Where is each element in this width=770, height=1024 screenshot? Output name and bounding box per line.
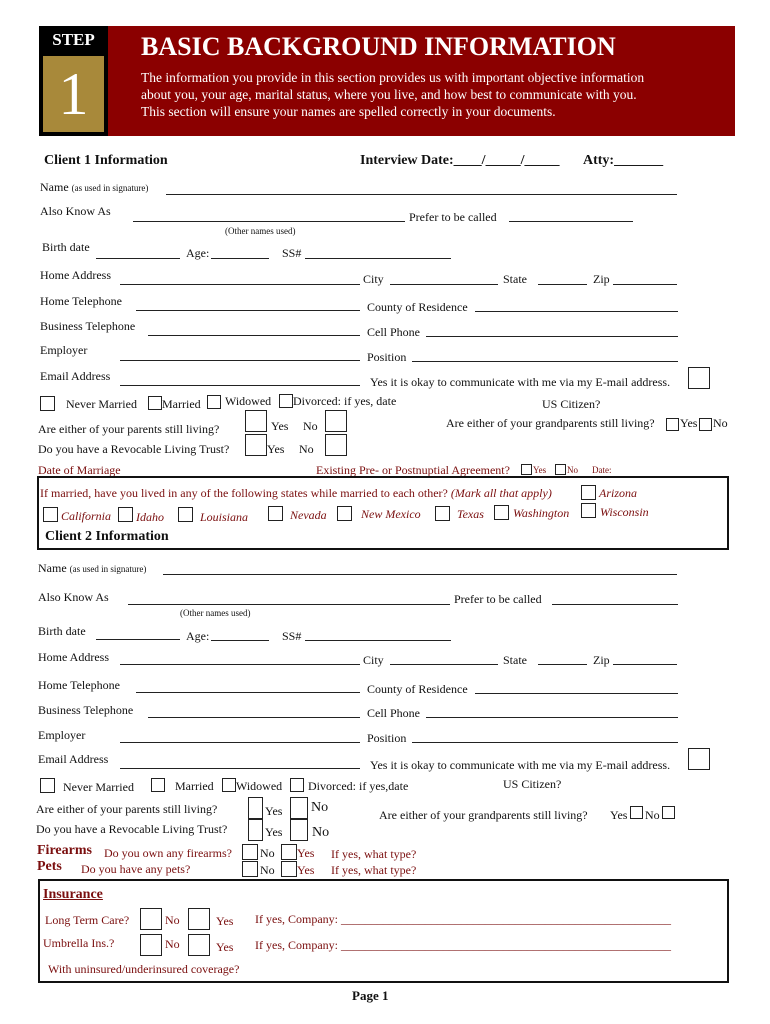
client2-divorced-label: Divorced: if yes,date — [308, 779, 409, 793]
step-badge — [39, 26, 108, 136]
firearms-yes-checkbox[interactable] — [281, 844, 297, 860]
insurance-title: Insurance — [43, 887, 103, 902]
client2-home-tel-label: Home Telephone — [38, 678, 120, 692]
client2-married-label: Married — [175, 779, 214, 793]
prenup-no-label: No — [567, 465, 578, 475]
firearms-followup: If yes, what type? — [331, 847, 417, 861]
client2-married-checkbox[interactable] — [151, 778, 165, 792]
client1-zip-label: Zip — [593, 272, 610, 286]
client1-widowed-label: Widowed — [225, 394, 272, 408]
umbrella-company-field[interactable]: If yes, Company: _______________________________________________________ — [255, 938, 671, 952]
intro-line-3: This section will ensure your names are spelled correctly in your documents. — [141, 104, 556, 119]
client2-zip-label: Zip — [593, 653, 610, 667]
client1-widowed-checkbox[interactable] — [207, 395, 221, 409]
client1-prefer-field[interactable] — [509, 221, 633, 222]
client2-city-label: City — [363, 653, 384, 667]
client1-position-label: Position — [367, 350, 407, 364]
state-arizona-label: Arizona — [599, 486, 638, 500]
client2-trust-no-checkbox[interactable] — [290, 819, 308, 841]
client1-age-field[interactable] — [211, 258, 269, 259]
client2-home-address-label: Home Address — [38, 650, 109, 664]
client2-widowed-checkbox[interactable] — [222, 778, 236, 792]
interview-date: Interview Date:____/_____/_____ — [360, 153, 560, 168]
pets-no-label: No — [260, 863, 275, 877]
ltc-no-checkbox[interactable] — [140, 908, 162, 930]
client2-title: Client 2 Information — [45, 529, 169, 544]
client1-parents-no-label: No — [303, 419, 318, 433]
state-arizona-checkbox[interactable] — [581, 485, 596, 500]
client1-married-label: Married — [162, 397, 201, 411]
state-nevada-label: Nevada — [290, 508, 327, 522]
coverage-label: With uninsured/underinsured coverage? — [48, 962, 240, 976]
client2-birth-label: Birth date — [38, 624, 86, 638]
client2-county-field[interactable] — [475, 693, 678, 694]
client2-never-married-checkbox[interactable] — [40, 778, 55, 793]
state-washington-label: Washington — [513, 506, 570, 520]
firearms-label: Firearms — [37, 843, 92, 858]
prenup-date-label: Date: — [592, 465, 612, 475]
client1-trust-no-checkbox[interactable] — [325, 434, 347, 456]
umbrella-yes-label: Yes — [216, 940, 234, 954]
states-question: If married, have you lived in any of the following states while married to each other? (Mark all that apply) — [40, 486, 552, 500]
client1-grandparents-no-label: No — [713, 416, 728, 430]
client1-trust-question: Do you have a Revocable Living Trust? — [38, 442, 230, 456]
prenup-yes-label: Yes — [533, 465, 547, 475]
client1-trust-yes-checkbox[interactable] — [245, 434, 267, 456]
client1-cell-label: Cell Phone — [367, 325, 420, 339]
client1-email-ok-label: Yes it is okay to communicate with me via my E-mail address. — [370, 375, 671, 389]
client1-grandparents-no-checkbox[interactable] — [699, 418, 712, 431]
client2-trust-question: Do you have a Revocable Living Trust? — [36, 822, 228, 836]
pets-yes-label: Yes — [297, 863, 315, 877]
client2-email-ok-checkbox[interactable] — [688, 748, 710, 770]
state-california-label: California — [61, 509, 112, 523]
client1-ss-field[interactable] — [305, 258, 451, 259]
client2-never-married-label: Never Married — [63, 780, 134, 794]
step-number-box — [43, 56, 104, 132]
client1-divorced-checkbox[interactable] — [279, 394, 293, 408]
state-texas-checkbox[interactable] — [435, 506, 450, 521]
client2-prefer-label: Prefer to be called — [454, 592, 542, 606]
client2-business-tel-label: Business Telephone — [38, 703, 134, 717]
client2-grandparents-no-checkbox[interactable] — [662, 806, 675, 819]
client1-parents-yes-checkbox[interactable] — [245, 410, 267, 432]
client2-parents-no-checkbox[interactable] — [290, 797, 308, 819]
client2-home-address-field[interactable] — [120, 664, 360, 665]
page-title: BASIC BACKGROUND INFORMATION — [141, 32, 616, 61]
client2-us-citizen-label: US Citizen? — [503, 777, 562, 791]
client1-position-field[interactable] — [412, 361, 678, 362]
client1-other-names-note: (Other names used) — [225, 226, 296, 236]
client1-never-married-label: Never Married — [66, 397, 137, 411]
ltc-yes-label: Yes — [216, 914, 234, 928]
state-new-mexico-checkbox[interactable] — [337, 506, 352, 521]
client2-name-field[interactable] — [163, 574, 677, 575]
client1-county-label: County of Residence — [367, 300, 468, 314]
client2-name-label: Name (as used in signature) — [38, 561, 147, 575]
state-new-mexico-label: New Mexico — [361, 507, 421, 521]
client1-home-tel-field[interactable] — [136, 310, 360, 311]
client1-trust-no-label: No — [299, 442, 314, 456]
client2-position-field[interactable] — [412, 742, 678, 743]
state-louisiana-label: Louisiana — [200, 510, 249, 524]
client1-birth-field[interactable] — [96, 258, 180, 259]
client2-grandparents-no-label: No — [645, 808, 660, 822]
state-california-checkbox[interactable] — [43, 507, 58, 522]
client1-age-label: Age: — [186, 246, 210, 260]
client1-city-field[interactable] — [390, 284, 498, 285]
client2-county-label: County of Residence — [367, 682, 468, 696]
client1-grandparents-yes-checkbox[interactable] — [666, 418, 679, 431]
client1-name-label: Name (as used in signature) — [40, 180, 149, 194]
client2-other-names-note: (Other names used) — [180, 608, 251, 618]
client2-cell-field[interactable] — [426, 717, 678, 718]
ltc-company-field[interactable]: If yes, Company: _______________________________________________________ — [255, 912, 671, 926]
client2-employer-label: Employer — [38, 728, 86, 742]
client2-cell-label: Cell Phone — [367, 706, 420, 720]
pets-label: Pets — [37, 859, 62, 874]
client2-age-field[interactable] — [211, 640, 269, 641]
step-label: STEP — [52, 30, 95, 49]
client1-cell-field[interactable] — [426, 336, 678, 337]
umbrella-no-label: No — [165, 937, 180, 951]
client2-home-tel-field[interactable] — [136, 692, 360, 693]
client1-divorced-label: Divorced: if yes, date — [293, 394, 397, 408]
client1-home-address-field[interactable] — [120, 284, 360, 285]
client2-ss-label: SS# — [282, 629, 302, 643]
client2-city-field[interactable] — [390, 664, 498, 665]
client1-email-field[interactable] — [120, 385, 360, 386]
client2-email-field[interactable] — [120, 768, 360, 769]
client1-parents-question: Are either of your parents still living? — [38, 422, 220, 436]
ltc-label: Long Term Care? — [45, 913, 130, 927]
ltc-no-label: No — [165, 913, 180, 927]
client2-zip-field[interactable] — [613, 664, 677, 665]
client1-us-citizen-label: US Citizen? — [542, 397, 601, 411]
prenup-yes-checkbox[interactable] — [521, 464, 532, 475]
client1-zip-field[interactable] — [613, 284, 677, 285]
client1-aka-label: Also Know As — [40, 204, 111, 218]
pets-question: Do you have any pets? — [81, 862, 191, 876]
page-number: Page 1 — [352, 988, 389, 1003]
client1-grandparents-yes-label: Yes — [680, 416, 698, 430]
client1-state-field[interactable] — [538, 284, 587, 285]
client2-parents-yes-label: Yes — [265, 804, 283, 818]
pets-no-checkbox[interactable] — [242, 861, 258, 877]
client2-ss-field[interactable] — [305, 640, 451, 641]
client1-ss-label: SS# — [282, 246, 302, 260]
client1-never-married-checkbox[interactable] — [40, 396, 55, 411]
pets-yes-checkbox[interactable] — [281, 861, 297, 877]
client1-birth-label: Birth date — [42, 240, 90, 254]
pets-followup: If yes, what type? — [331, 863, 417, 877]
client1-prefer-label: Prefer to be called — [409, 210, 497, 224]
state-louisiana-checkbox[interactable] — [178, 507, 193, 522]
client1-married-checkbox[interactable] — [148, 396, 162, 410]
step-number: 1 — [58, 61, 89, 127]
prenup-question: Existing Pre- or Postnuptial Agreement? — [316, 463, 510, 477]
client1-city-label: City — [363, 272, 384, 286]
client1-business-tel-label: Business Telephone — [40, 319, 136, 333]
client2-prefer-field[interactable] — [552, 604, 678, 605]
client2-employer-field[interactable] — [120, 742, 360, 743]
intro-line-1: The information you provide in this section provides us with important objective information — [141, 70, 645, 85]
client2-trust-yes-label: Yes — [265, 825, 283, 839]
client2-parents-yes-checkbox[interactable] — [248, 797, 263, 819]
client2-widowed-label: Widowed — [236, 779, 283, 793]
client1-business-tel-field[interactable] — [148, 335, 360, 336]
client2-parents-question: Are either of your parents still living? — [36, 802, 218, 816]
state-idaho-label: Idaho — [136, 510, 164, 524]
state-wisconsin-checkbox[interactable] — [581, 503, 596, 518]
client2-trust-no-label: No — [312, 825, 330, 840]
client2-age-label: Age: — [186, 629, 210, 643]
client2-position-label: Position — [367, 731, 407, 745]
state-texas-label: Texas — [457, 507, 484, 521]
client1-grandparents-question: Are either of your grandparents still living? — [446, 416, 655, 430]
client1-county-field[interactable] — [475, 311, 678, 312]
intro-line-2: about you, your age, marital status, where you live, and how best to communicate with you. — [141, 87, 637, 102]
umbrella-yes-checkbox[interactable] — [188, 934, 210, 956]
client1-home-tel-label: Home Telephone — [40, 294, 122, 308]
client2-divorced-checkbox[interactable] — [290, 778, 304, 792]
client1-email-label: Email Address — [40, 369, 111, 383]
client2-business-tel-field[interactable] — [148, 717, 360, 718]
umbrella-no-checkbox[interactable] — [140, 934, 162, 956]
state-wisconsin-label: Wisconsin — [600, 505, 649, 519]
state-idaho-checkbox[interactable] — [118, 507, 133, 522]
client2-email-ok-label: Yes it is okay to communicate with me via my E-mail address. — [370, 758, 671, 772]
client2-grandparents-yes-checkbox[interactable] — [630, 806, 643, 819]
client1-trust-yes-label: Yes — [267, 442, 285, 456]
client2-state-label: State — [503, 653, 527, 667]
client1-parents-yes-label: Yes — [271, 419, 289, 433]
client1-parents-no-checkbox[interactable] — [325, 410, 347, 432]
client2-trust-yes-checkbox[interactable] — [248, 819, 263, 841]
client1-aka-field[interactable] — [133, 221, 405, 222]
client1-name-field[interactable] — [166, 194, 677, 195]
client1-title: Client 1 Information — [44, 153, 168, 168]
client2-birth-field[interactable] — [96, 639, 180, 640]
state-washington-checkbox[interactable] — [494, 505, 509, 520]
client1-employer-field[interactable] — [120, 360, 360, 361]
client1-employer-label: Employer — [40, 343, 88, 357]
atty: Atty:_______ — [583, 153, 664, 168]
client2-aka-label: Also Know As — [38, 590, 109, 604]
client1-home-address-label: Home Address — [40, 268, 111, 282]
client1-email-ok-checkbox[interactable] — [688, 367, 710, 389]
state-nevada-checkbox[interactable] — [268, 506, 283, 521]
firearms-question: Do you own any firearms? — [104, 846, 232, 860]
client2-grandparents-yes-label: Yes — [610, 808, 628, 822]
firearms-no-checkbox[interactable] — [242, 844, 258, 860]
header-banner — [108, 26, 735, 136]
firearms-no-label: No — [260, 846, 275, 860]
prenup-no-checkbox[interactable] — [555, 464, 566, 475]
client1-state-label: State — [503, 272, 527, 286]
client2-email-label: Email Address — [38, 752, 109, 766]
client2-grandparents-question: Are either of your grandparents still living? — [379, 808, 588, 822]
date-of-marriage-label: Date of Marriage — [38, 463, 121, 477]
ltc-yes-checkbox[interactable] — [188, 908, 210, 930]
client2-state-field[interactable] — [538, 664, 587, 665]
umbrella-label: Umbrella Ins.? — [43, 936, 115, 950]
client2-aka-field[interactable] — [128, 604, 450, 605]
client2-parents-no-label: No — [311, 800, 329, 815]
firearms-yes-label: Yes — [297, 846, 315, 860]
